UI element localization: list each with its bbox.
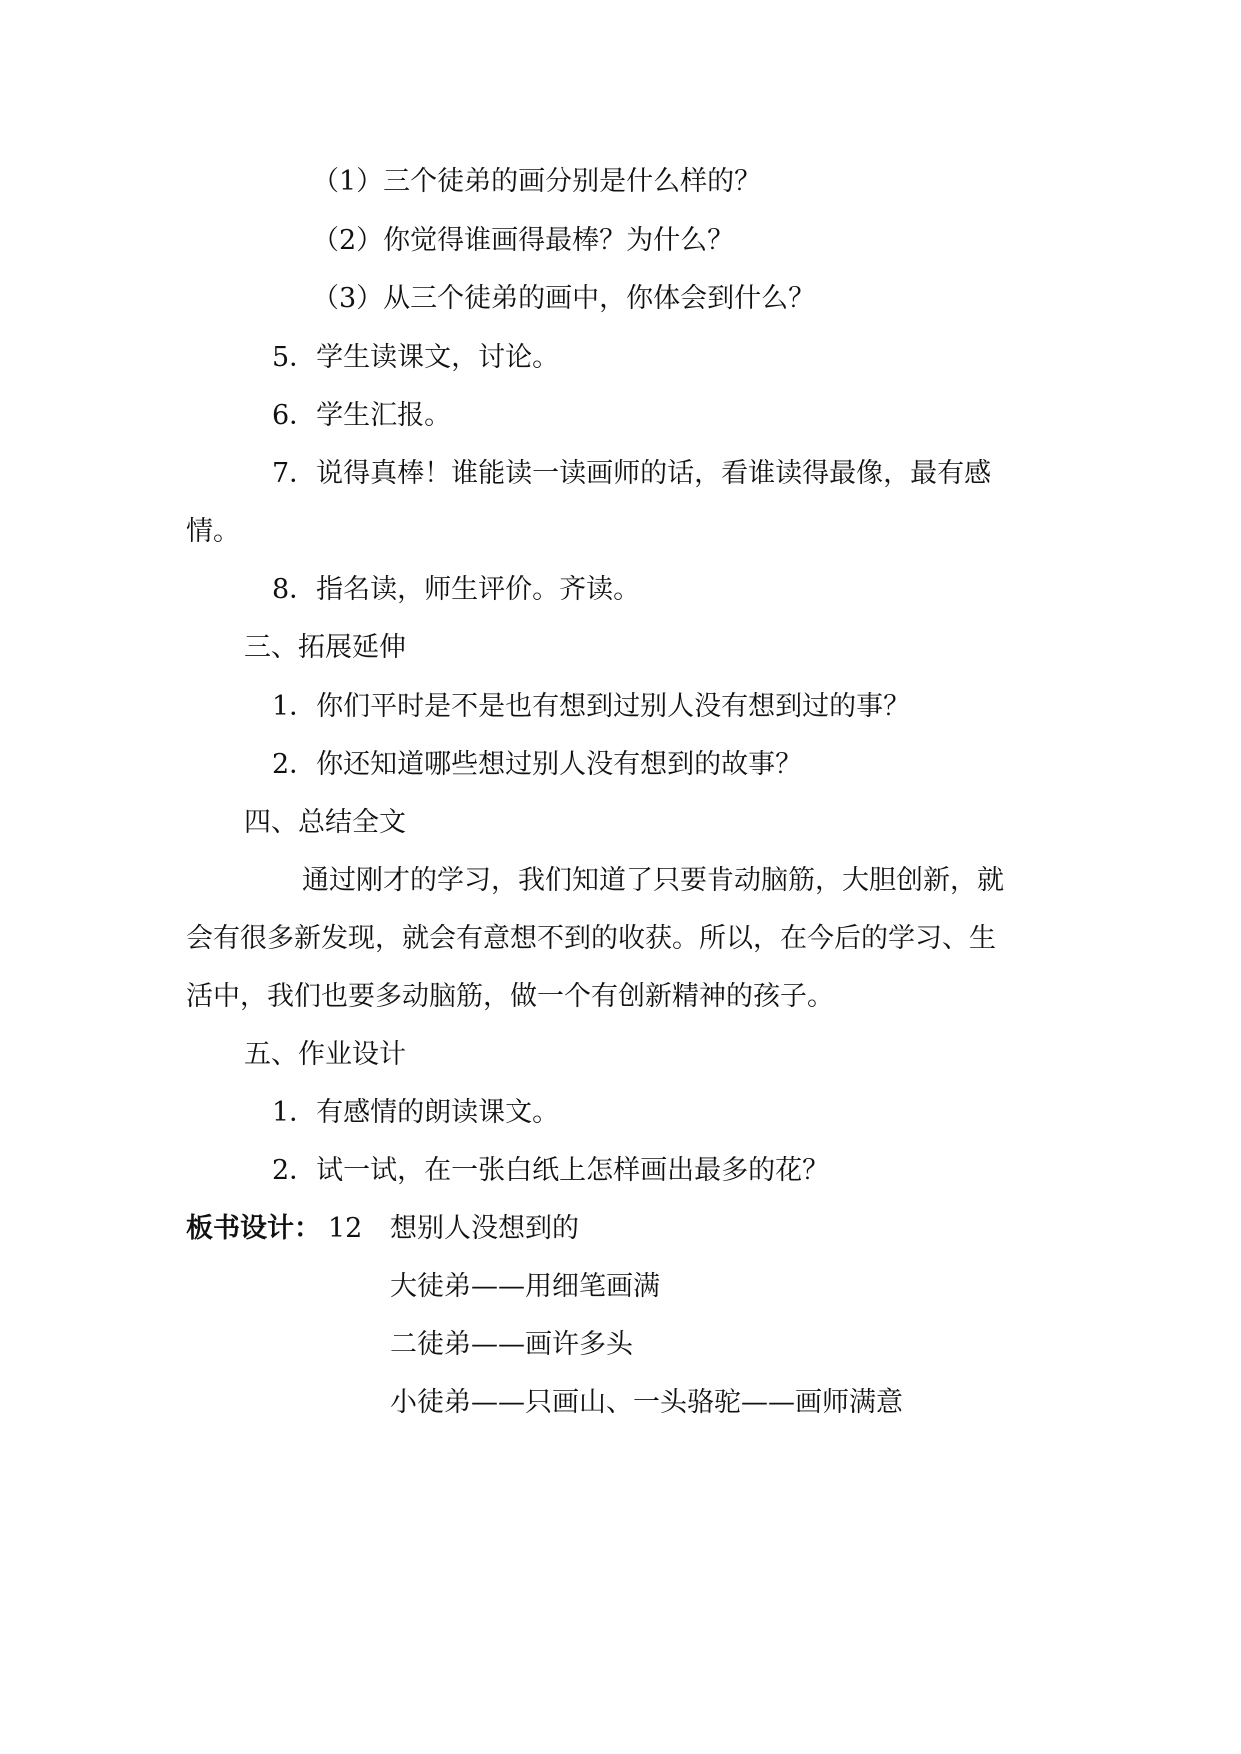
- step-8: 8．指名读，师生评价。齐读。: [272, 574, 641, 605]
- board-line-2: 二徒弟——画许多头: [390, 1329, 633, 1360]
- step-6: 6．学生汇报。: [272, 400, 452, 431]
- section-3-item-2: 2．你还知道哪些想过别人没有想到的故事？: [272, 749, 803, 780]
- summary-line-1: 通过刚才的学习，我们知道了只要肯动脑筋，大胆创新，就: [302, 865, 1004, 896]
- step-7-line-1: 7．说得真棒！谁能读一读画师的话，看谁读得最像，最有感: [272, 458, 992, 489]
- board-number: 12: [328, 1213, 363, 1244]
- section-5-item-1: 1．有感情的朗读课文。: [272, 1097, 560, 1128]
- step-7-line-2: 情。: [186, 516, 240, 547]
- section-3-item-1: 1．你们平时是不是也有想到过别人没有想到过的事？: [272, 691, 911, 722]
- summary-line-3: 活中，我们也要多动脑筋，做一个有创新精神的孩子。: [186, 981, 834, 1012]
- question-2: （2）你觉得谁画得最棒？为什么？: [312, 225, 735, 256]
- section-5-heading: 五、作业设计: [244, 1039, 406, 1070]
- board-line-1: 大徒弟——用细笔画满: [390, 1271, 660, 1302]
- question-3: （3）从三个徒弟的画中，你体会到什么？: [312, 283, 816, 314]
- summary-line-2: 会有很多新发现，就会有意想不到的收获。所以，在今后的学习、生: [186, 923, 996, 954]
- board-label: 板书设计：: [186, 1213, 321, 1244]
- board-title: 想别人没想到的: [390, 1213, 579, 1244]
- board-line-3: 小徒弟——只画山、一头骆驼——画师满意: [390, 1387, 903, 1418]
- step-5: 5．学生读课文，讨论。: [272, 342, 560, 373]
- section-3-heading: 三、拓展延伸: [244, 632, 406, 663]
- section-5-item-2: 2．试一试，在一张白纸上怎样画出最多的花？: [272, 1155, 830, 1186]
- section-4-heading: 四、总结全文: [244, 807, 406, 838]
- question-1: （1）三个徒弟的画分别是什么样的？: [312, 166, 762, 197]
